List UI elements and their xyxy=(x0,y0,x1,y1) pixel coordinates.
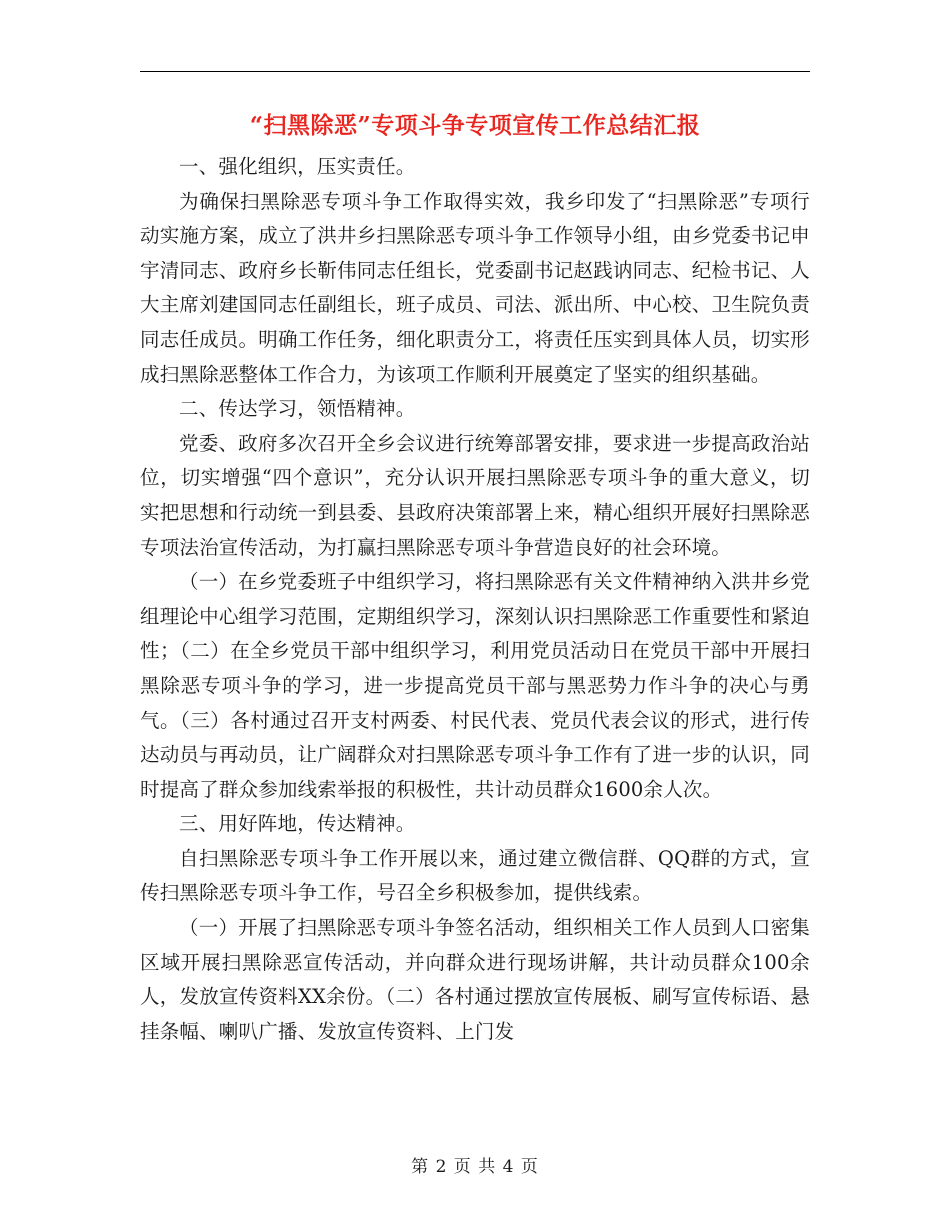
section-heading-1: 一、强化组织，压实责任。 xyxy=(179,155,416,178)
body-paragraph-2: 党委、政府多次召开全乡会议进行统筹部署安排，要求进一步提高政治站位，切实增强“四个意识”，充分认识开展扫黑除恶专项斗争的重大意义，切实把思想和行动统一到县委、县政府决策部署上来，精心组织开展好扫黑除恶专项法治宣传活动，为打赢扫黑除恶专项斗争营造良好的社会环境。 xyxy=(140,431,810,559)
section-heading-2: 二、传达学习，领悟精神。 xyxy=(179,397,416,421)
body-paragraph-3: （一）在乡党委班子中组织学习，将扫黑除恶有关文件精神纳入洪井乡党组理论中心组学习范围，定期组织学习，深刻认识扫黑除恶工作重要性和紧迫性；（二）在全乡党员干部中组织学习，利用党员活动日在党员干部中开展扫黑除恶专项斗争的学习，进一步提高党员干部与黑恶势力作斗争的决心与勇气。（三）各村通过召开支村两委、村民代表、党员代表会议的形式，进行传达动员与再动员，让广阔群众对扫黑除恶专项斗争工作有了进一步的认识，同时提高了群众参加线索举报的积极性，共计动员群众1600余人次。 xyxy=(140,570,810,801)
body-paragraph-1: 为确保扫黑除恶专项斗争工作取得实效，我乡印发了“扫黑除恶”专项行动实施方案，成立了洪井乡扫黑除恶专项斗争工作领导小组，由乡党委书记申宇清同志、政府乡长靳伟同志任组长，党委副书记赵践讷同志、纪检书记、人大主席刘建国同志任副组长，班子成员、司法、派出所、中心校、卫生院负责同志任成员。明确工作任务，细化职责分工，将责任压实到具体人员，切实形成扫黑除恶整体工作合力，为该项工作顺利开展奠定了坚实的组织基础。 xyxy=(140,189,810,386)
page-number-footer: 第 2 页 共 4 页 xyxy=(411,1157,539,1177)
document-title: “扫黑除恶”专项斗争专项宣传工作总结汇报 xyxy=(249,112,701,139)
body-paragraph-4: 自扫黑除恶专项斗争工作开展以来，通过建立微信群、QQ群的方式，宣传扫黑除恶专项斗争工作，号召全乡积极参加，提供线索。 xyxy=(140,846,810,905)
header-rule xyxy=(140,71,810,72)
document-body xyxy=(140,150,810,1049)
section-heading-3: 三、用好阵地，传达精神。 xyxy=(179,812,416,836)
body-paragraph-5: （一）开展了扫黑除恶专项斗争签名活动，组织相关工作人员到人口密集区域开展扫黑除恶宣传活动，并向群众进行现场讲解，共计动员群众100余人，发放宣传资料XX余份。（二）各村通过摆放宣传展板、刷写宣传标语、悬挂条幅、喇叭广播、发放宣传资料、上门发 xyxy=(140,916,810,1043)
